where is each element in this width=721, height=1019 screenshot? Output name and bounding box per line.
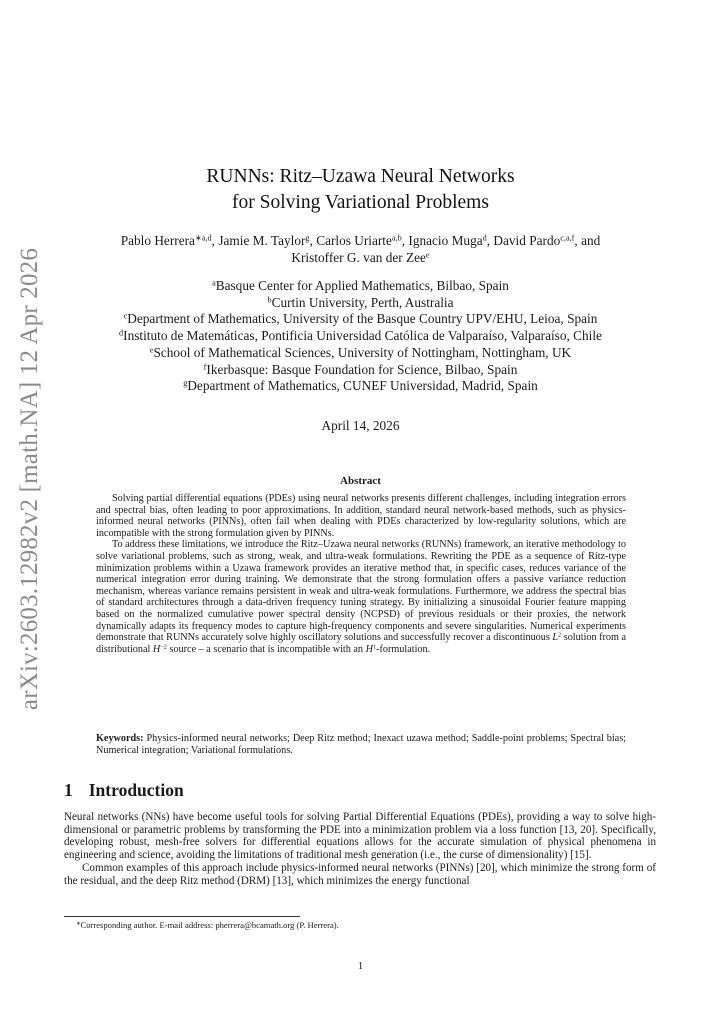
keywords-label: Keywords: bbox=[96, 733, 144, 744]
author: Carlos Uriarte$^{a,b}$, bbox=[316, 233, 409, 248]
introduction-body bbox=[64, 811, 656, 887]
arxiv-identifier: arXiv:2603.12982v2 [math.NA] 12 Apr 2026 bbox=[16, 247, 43, 711]
section-heading bbox=[64, 780, 184, 801]
intro-paragraph: Common examples of this approach include physics-informed neural networks (PINNs) [20], which minimize the strong form of the residual, and the deep Ritz method (DRM) [13], which minimizes the energy functional bbox=[64, 861, 656, 887]
abstract-paragraph: To address these limitations, we introduce the Ritz–Uzawa neural networks (RUNNs) framework, an iterative methodology to solve variational problems, such as strong, weak, and ultra-weak formulations. Rewriting the PDE as a sequence of Ritz-type minimization problems within a Uzawa framework provides an iterative method that, in specific cases, reduces variance of the numerical integration error during training. We demonstrate that the strong formulation offers a passive variance reduction mechanism, whereas variance remains persistent in weak and ultra-weak formulations. Furthermore, we address the spectral bias of standard architectures through a data-driven frequency tuning strategy. By initializing a sinusoidal Fourier feature mapping based on the normalized cumulative power spectral density (NCPSD) of previous residuals or their proxies, the network dynamically adapts its frequency modes to capture high-frequency components and severe singularities. Numerical experiments demonstrate that RUNNs accurately solve highly oscillatory solutions and successfully recover a discontinuous $L^2$ solution from a distributional $H^{-2}$ source – a scenario that is incompatible with an $H^1$-formulation. bbox=[96, 539, 627, 655]
paper-title bbox=[0, 164, 721, 216]
title-line-1: RUNNs: Ritz–Uzawa Neural Networks bbox=[206, 166, 515, 187]
section-number: 1 bbox=[64, 780, 73, 800]
author: Pablo Herrera$^{∗a,d}$, bbox=[120, 233, 219, 248]
publication-date: April 14, 2026 bbox=[321, 418, 400, 433]
author: Kristoffer G. van der Zee$^e$ bbox=[291, 250, 430, 265]
affiliation: $^e$School of Mathematical Sciences, University of Nottingham, Nottingham, UK bbox=[149, 344, 572, 360]
abstract-body bbox=[96, 493, 626, 655]
author: Jamie M. Taylor$^g$, bbox=[218, 233, 317, 248]
affiliation: $^b$Curtin University, Perth, Australia bbox=[267, 294, 454, 310]
abstract-heading: Abstract bbox=[340, 475, 381, 487]
author-list bbox=[64, 232, 657, 266]
keywords-text: Physics-informed neural networks; Deep Ritz method; Inexact uzawa method; Saddle-point problems; Spectral bias; Numerical integration; Variational formulations. bbox=[96, 733, 626, 756]
intro-paragraph: Neural networks (NNs) have become useful tools for solving Partial Differential Equations (PDEs), providing a way to solve high-dimensional or parametric problems by transforming the PDE into a minimization problem via a loss function [13, 20]. Specifically, developing robust, mesh-free solvers for differential equations allows for the accurate simulation of physical phenomena in engineering and science, avoiding the limitations of traditional mesh generation (i.e., the curse of dimensionality) [15]. bbox=[64, 811, 656, 862]
affiliation: $^f$Ikerbasque: Basque Foundation for Science, Bilbao, Spain bbox=[203, 361, 518, 377]
author: Ignacio Muga$^d$, bbox=[408, 233, 494, 248]
abstract-paragraph: Solving partial differential equations (PDEs) using neural networks presents different challenges, including integration errors and spectral bias, often leading to poor approximations. In addition, standard neural network-based methods, such as physics-informed neural networks (PINNs), often fail when dealing with PDEs characterized by low-regularity solutions, which are incompatible with the strong formulation given by PINNs. bbox=[96, 493, 626, 539]
affiliation: $^a$Basque Center for Applied Mathematics, Bilbao, Spain bbox=[212, 278, 509, 293]
affiliation: $^g$Department of Mathematics, CUNEF Universidad, Madrid, Spain bbox=[183, 378, 538, 394]
section-title: Introduction bbox=[88, 780, 184, 800]
affiliation-list bbox=[64, 278, 657, 395]
footnote-divider bbox=[64, 916, 300, 917]
page-number: 1 bbox=[357, 960, 364, 972]
affiliation: $^c$Department of Mathematics, University of the Basque Country UPV/EHU, Leioa, Spain bbox=[123, 311, 598, 327]
keywords bbox=[96, 733, 626, 756]
footnote: ∗Corresponding author. E-mail address: pherrera@bcamath.org (P. Herrera). bbox=[76, 920, 339, 930]
author: David Pardo$^{c,a,f}$, and bbox=[493, 233, 601, 248]
title-line-2: for Solving Variational Problems bbox=[232, 192, 489, 213]
affiliation: $^d$Instituto de Matemáticas, Pontificia Universidad Católica de Valparaíso, Valparaíso, Chile bbox=[119, 328, 602, 344]
